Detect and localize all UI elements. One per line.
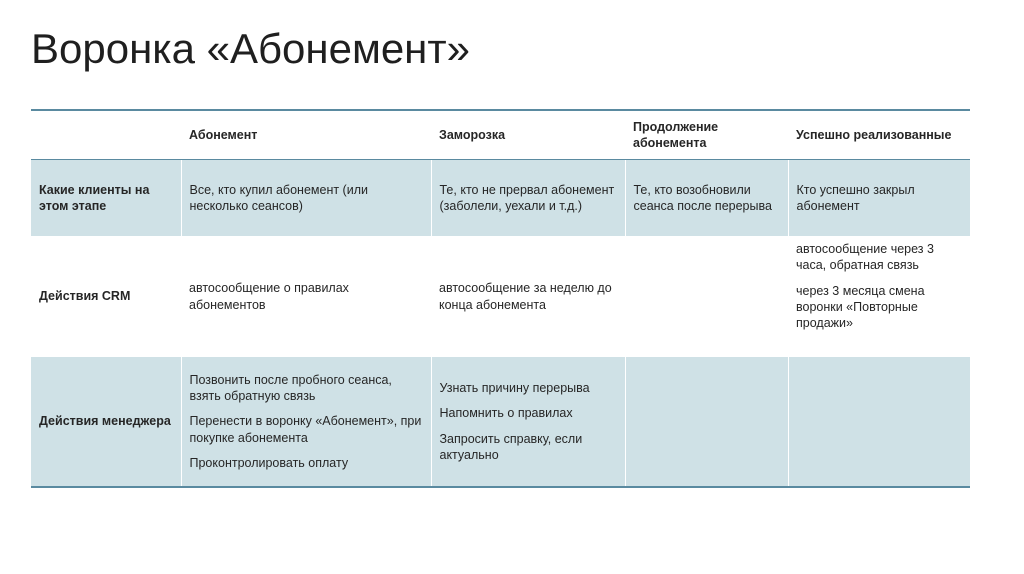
header-successful: Успешно реализованные [788,110,970,160]
cell-text: автосообщение о правилах абонементов [189,281,349,312]
header-freeze: Заморозка [431,110,625,160]
cell-clients-freeze [431,160,625,237]
cell-clients-continuation [625,160,788,237]
row-label-manager: Действия менеджера [31,357,181,487]
cell-crm-continuation [625,236,788,357]
cell-crm-successful [788,236,970,357]
cell-text: Все, кто купил абонемент (или несколько сеансов) [189,182,368,213]
cell-text: Позвонить после пробного сеанса, взять обратную связь [189,372,392,404]
table-row-clients [31,160,970,237]
table-header-row [31,110,970,160]
cell-text: Напомнить о правилах [439,406,573,421]
page-title: Воронка «Абонемент» [31,25,470,72]
funnel-table [31,109,970,488]
table-row-manager [31,357,970,487]
cell-text: Проконтролировать оплату [189,455,349,470]
header-corner [31,110,181,160]
header-subscription: Абонемент [181,110,431,160]
cell-text: через 3 месяца смена воронки «Повторные продажи» [796,283,925,330]
row-label-crm: Действия CRM [39,289,131,304]
row-label-clients: Какие клиенты на этом этапе [31,160,181,237]
cell-clients-successful [788,160,970,237]
cell-manager-freeze [431,357,625,487]
cell-text: Запросить справку, если актуально [439,431,583,462]
cell-manager-successful [788,357,970,487]
cell-text: Те, кто не прервал абонемент (заболели, уехали и т.д.) [439,182,615,213]
cell-text: Те, кто возобновили сеанса после перерыва [633,182,772,213]
cell-crm-subscription [181,236,431,357]
cell-crm-freeze [431,236,625,357]
header-continuation: Продолжение абонемента [625,110,788,160]
cell-text: автосообщение через 3 часа, обратная связь [796,242,934,273]
cell-text: автосообщение за неделю до конца абонемента [439,281,612,312]
cell-manager-subscription [181,357,431,487]
cell-text: Кто успешно закрыл абонемент [796,182,915,213]
table-row-crm [31,236,970,357]
cell-text: Узнать причину перерыва [439,381,590,395]
cell-clients-subscription [181,160,431,237]
cell-manager-continuation [625,357,788,487]
cell-text: Перенести в воронку «Абонемент», при покупке абонемента [189,414,422,445]
